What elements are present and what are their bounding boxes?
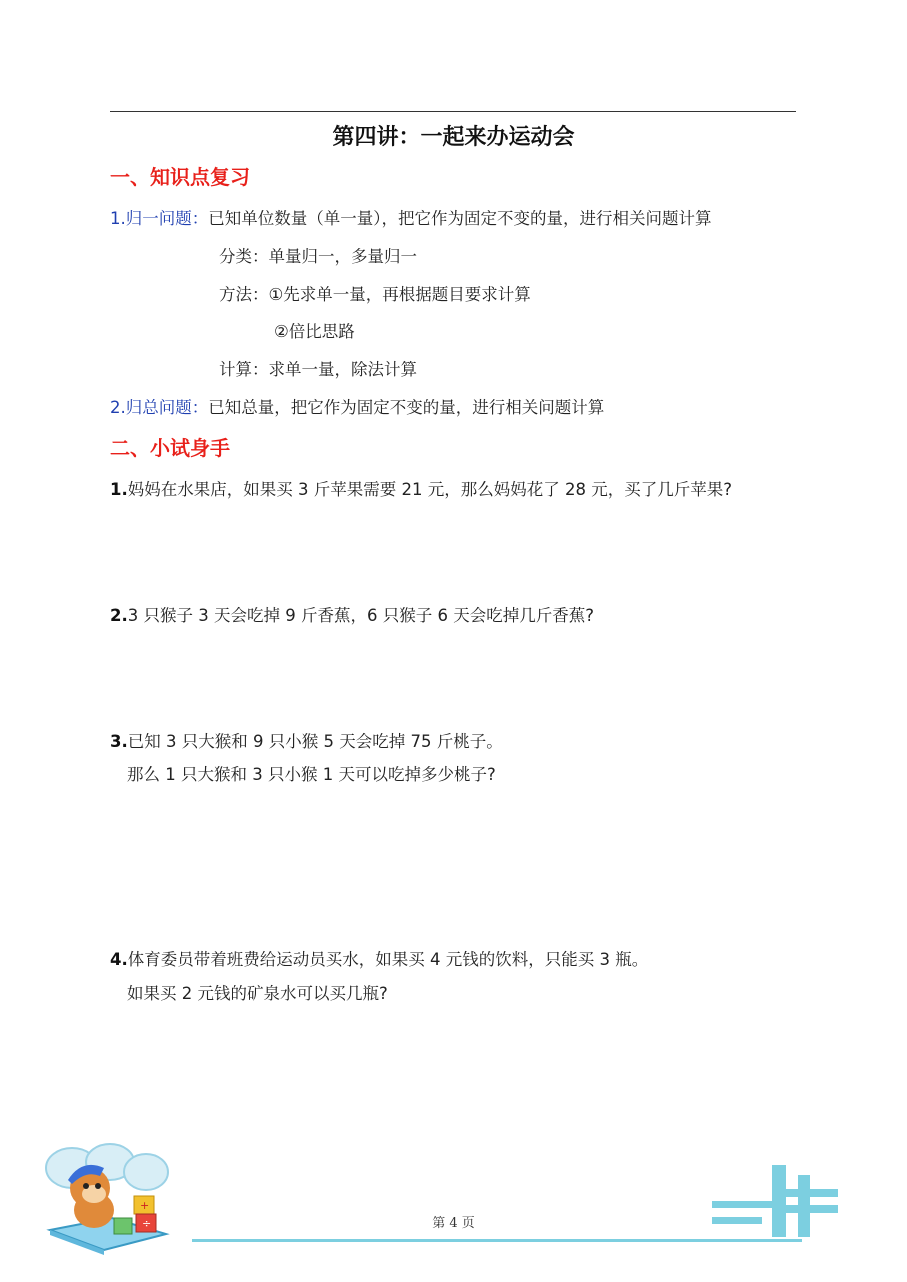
knowledge-item-1-text: 已知单位数量（单一量），把它作为固定不变的量，进行相关问题计算 (208, 209, 712, 228)
section-heading-review: 一、知识点复习 (110, 165, 250, 189)
question-4-line-1: 体育委员带着班费给运动员买水，如果买 4 元钱的饮料，只能买 3 瓶。 (127, 950, 649, 969)
calc-line: 计算：求单一量，除法计算 (219, 360, 417, 379)
knowledge-item-2 (110, 394, 604, 418)
question-1 (110, 476, 732, 500)
knowledge-item-1-label: 1.归一问题： (110, 209, 209, 228)
section-heading-practice: 二、小试身手 (110, 436, 230, 460)
classify-line: 分类：单量归一，多量归一 (219, 247, 417, 266)
method-line-1: 方法：①先求单一量，再根据题目要求计算 (219, 285, 531, 304)
method-line-2: ②倍比思路 (274, 322, 355, 341)
knowledge-item-1 (110, 205, 712, 229)
page-number: 第 4 页 (432, 1216, 475, 1231)
question-3-line-1: 已知 3 只大猴和 9 只小猴 5 天会吃掉 75 斤桃子。 (127, 732, 503, 751)
question-2 (110, 602, 594, 626)
monkey-mascot-illustration (42, 1138, 172, 1256)
question-4-number: 4. (110, 950, 128, 969)
question-2-text: 3 只猴子 3 天会吃掉 9 斤香蕉，6 只猴子 6 天会吃掉几斤香蕉? (127, 606, 594, 625)
svg-text:+: + (140, 1199, 150, 1212)
question-1-text: 妈妈在水果店，如果买 3 斤苹果需要 21 元，那么妈妈花了 28 元，买了几斤苹果? (127, 480, 732, 499)
question-4 (110, 946, 648, 970)
question-3-line-2: 那么 1 只大猴和 3 只小猴 1 天可以吃掉多少桃子? (127, 765, 496, 784)
question-1-number: 1. (110, 480, 128, 499)
question-3 (110, 728, 503, 752)
knowledge-item-2-label: 2.归总问题： (110, 398, 209, 417)
question-2-number: 2. (110, 606, 128, 625)
footer-rule (192, 1239, 802, 1242)
svg-text:÷: ÷ (142, 1217, 152, 1230)
question-4-line-2: 如果买 2 元钱的矿泉水可以买几瓶? (127, 984, 388, 1003)
question-3-number: 3. (110, 732, 128, 751)
page-title: 第四讲：一起来办运动会 (332, 125, 575, 150)
knowledge-item-2-text: 已知总量，把它作为固定不变的量，进行相关问题计算 (208, 398, 605, 417)
header-rule (110, 111, 796, 112)
